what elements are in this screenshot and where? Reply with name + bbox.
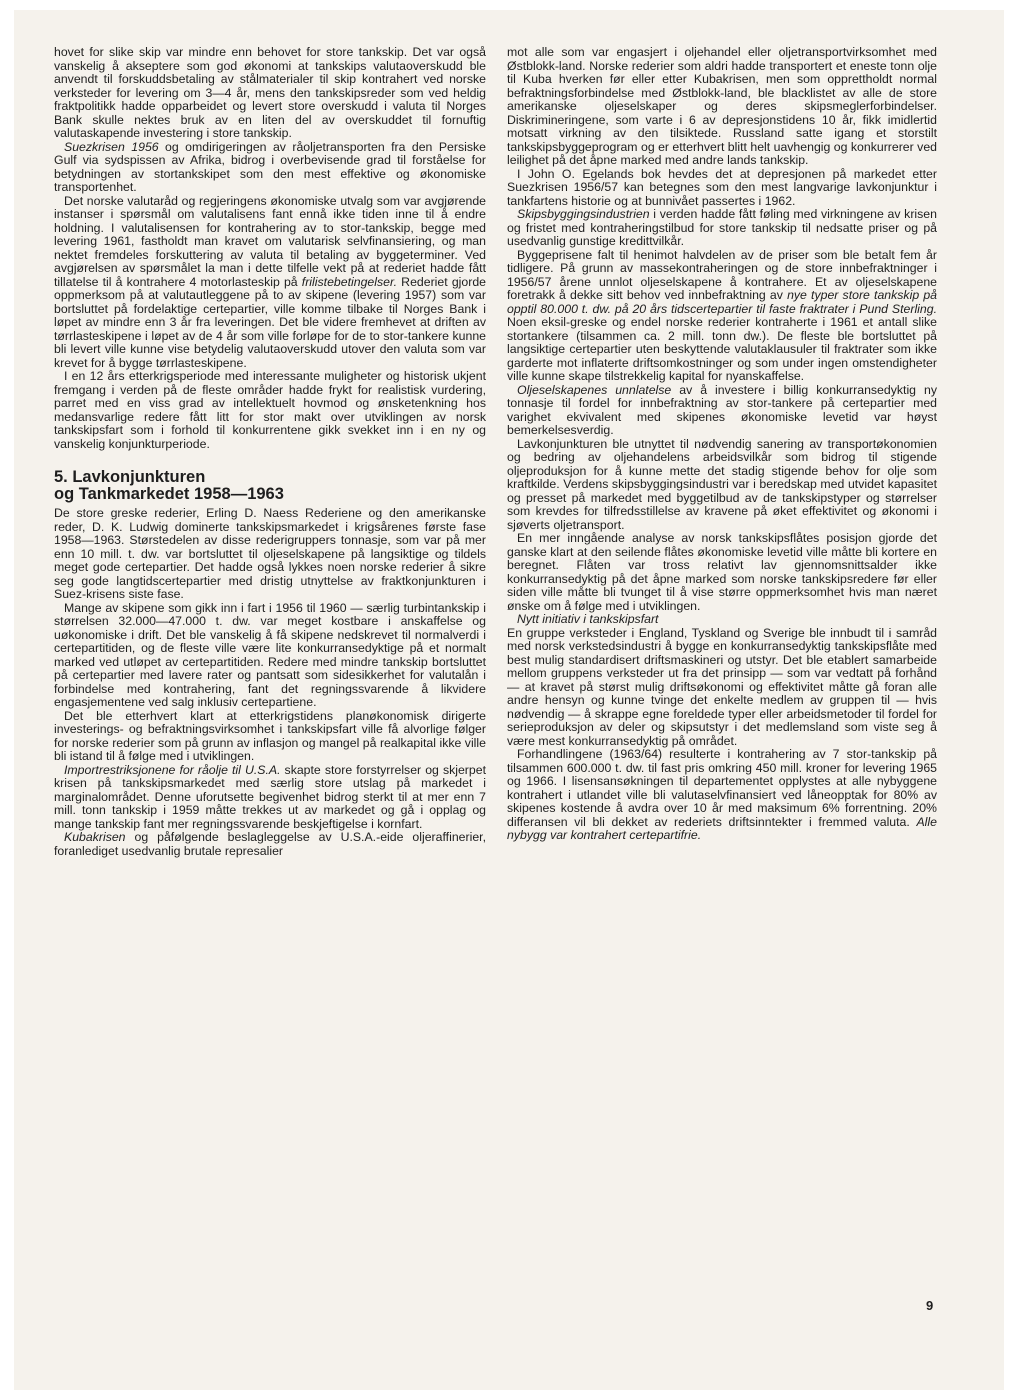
paragraph: Det norske valutaråd og regjeringens økonomiske utvalg som var avgjørende instanser i spørsmål om valutalisens fant ennå ikke tiden inne til å endre holdning. I valutalisensen for kontrahering av to stor-tankskip, begge med levering 1961, fastholdt man kravet om valutarisk selvfinansiering, og man nektet fremdeles forskuttering av valuta til betaling av byggeterminer. Ved avgjørelsen av spørsmålet la man i dette tilfelle vekt på at rederiet hadde fått tillatelse til å kontrahere 4 motorlasteskip på frilistebetingelser. Rederiet gjorde oppmerksom på at valutautleggene på to av skipene (levering 1957) som var bortsluttet på fordelaktige certepartier, ville komme tilbake til Norges Bank i løpet av mindre enn 3 år fra leveringen. Det ble videre fremhevet at driften av tørrlasteskipene i løpet av de 4 år som ville forløpe for de to stor-tankere kunne bli levert ville kunne vise betydelig valutaoverskudd utover den valuta som var krevet for å bygge tørrlasteskipene. <box>54 193 486 370</box>
paragraph: Lavkonjunkturen ble utnyttet til nødvendig sanering av transportøkonomien og bedring av oljehandelens arbeidsvilkår som bidrog til stigende oljeproduksjon for å kunne mette det stadig stigende behov for olje som kraftkilde. Verdens skipsbyggingsindustri var i beredskap med utvidet kapasitet og presset på markedet med byggetilbud av de tankskipstyper og størrelser som krevdes for tilfredsstillelse av kravene på øket effektivitet og økonomi i sjøverts oljetransport. <box>507 436 937 532</box>
italic-phrase: frilistebetingelser. <box>301 274 398 289</box>
paragraph: Det ble etterhvert klart at etterkrigstidens planøkonomisk dirigerte investerings- og befraktningsvirksomhet i tankskipsfart ville få alvorlige følger for norske rederier som på grunn av inflasjon og mangel på realkapital ikke ville bli istand til å følge med i utviklingen. <box>54 708 486 763</box>
paragraph: Suezkrisen 1956 og omdirigeringen av råoljetransporten fra den Persiske Gulf via sydspissen av Afrika, bidrog i overbevisende grad til forståelse for betydningen av stortankskipet som den mest effektive og økonomiske transportenhet. <box>54 139 486 194</box>
paragraph: De store greske rederier, Erling D. Naess Rederiene og den amerikanske reder, D. K. Ludwig dominerte tankskipsmarkedet i krigsårenes første fase 1958—1963. Størstedelen av disse rederigruppers tonnasje, som var på mer enn 10 mill. t. dw. var bortsluttet til oljeselskapene på langsiktige og tildels meget gode certepartier. Det hadde også lykkes noen norske rederier å sikre seg gode langtidscertepartier med dristig utnyttelse av fraktkonjunkturen i Suez-krisens siste fase. <box>54 506 486 601</box>
paragraph: Forhandlingene (1963/64) resulterte i kontrahering av 7 stor-tankskip på tilsammen 600.000 t. dw. til fast pris omkring 450 mill. kroner for levering 1965 og 1966. I lisensansøkningen til departementet opplystes at alle nybyggene kontrahert i utlandet ville bli valutaselvfinansiert ved låneopptak for 80% av skipenes kostende å avdra over 10 år med maksimum 6% forrentning. 20% differansen vil bli dekket av rederiets driftsinntekter i fremmed valuta. Alle nybygg var kontrahert certepartifrie. <box>507 747 937 842</box>
italic-phrase: nye typer store tankskip på opptil 80.000 t. dw. på 20 års tidscertepartier til faste fraktrater i Pund Sterling. <box>507 288 937 316</box>
italic-phrase: Alle nybygg var kontrahert certepartifrie. <box>507 814 937 842</box>
italic-phrase: Skipsbyggingsindustrien <box>517 207 650 221</box>
paragraph: Importrestriksjonene for råolje til U.S.A. skapte store forstyrrelser og skjerpet krisen på tankskipsmarkedet med særlig store utslag på markedet i marginalområdet. Denne uforutsette begivenhet bidrog sterkt til at mer enn 7 mill. tonn tankskip i 1959 måtte trekkes ut av markedet og gå i opplag og mange tankskip fant mer regningssvarende beskjeftigelse i kornfart. <box>54 762 486 831</box>
paragraph: Oljeselskapenes unnlatelse av å investere i billig konkurransedyktig ny tonnasje til fordel for innbefraktning av stor-tankere på certepartier med varighet ekvivalent med skipenes økonomiske levetid var høyst bemerkelsesverdig. <box>507 382 937 437</box>
paragraph: mot alle som var engasjert i oljehandel eller oljetransportvirksomhet med Østblokk-land. Norske rederier som aldri hadde transportert et eneste tonn olje til Kuba hverken før eller etter Kubakrisen, men som opprettholdt normal befraktningsforbindelse med Østblokk-land, ble blacklistet av alle de store amerikanske oljeselskaper og deres skipsmeglerforbindelser. Diskrimineringene, som varte i 6 av depresjonstidens 10 år, fikk imidlertid motsatt virkning av den tilsiktede. Russland satte igang et storstilt tankskipsbyggeprogram og er etterhvert blitt helt uavhengig og konkurrerer ved leilighet på det åpne marked med andre lands tankskip. <box>507 45 937 167</box>
page-number: 9 <box>926 1298 934 1313</box>
paragraph: Mange av skipene som gikk inn i fart i 1956 til 1960 — særlig turbintankskip i størrelsen 32.000—47.000 t. dw. var meget kostbare i anskaffelse og uøkonomiske i drift. Det ble vanskelig å få skipene nedskrevet til normalverdi i certepartitiden, og de fleste ville være lite konkurransedyktige på et normalt marked ved utløpet av certepartitiden. Redere med mindre tankskip bortsluttet på certepartier med lavere rater og pantsatt som sidesikkerhet for valutalån i forbindelse med kontrahering, fant det regningssvarende å likvidere engasjementene ved salg inklusiv certepartiene. <box>54 600 486 709</box>
section-heading: 5. Lavkonjunkturen og Tankmarkedet 1958—1963 <box>54 468 284 503</box>
italic-phrase: Importrestriksjonene for råolje til U.S.A. <box>64 762 281 777</box>
italic-phrase: Suezkrisen 1956 <box>64 139 159 154</box>
document-page <box>14 10 1004 1390</box>
paragraph: En gruppe verksteder i England, Tyskland og Sverige ble innbudt til i samråd med norsk verkstedsindustri å bygge en konkurransedyktig tankskipsflåte med best mulig standardisert driftsmaskineri og utstyr. Det ble etablert samarbeide mellom gruppens verksteder ut fra det prinsipp — som var vedtatt på forhånd — at kravet på størst mulig driftsøkonomi og effektivitet måtte gå foran alle andre hensyn og kunne tvinge det enkelte medlem av gruppen til — hvis nødvendig — å skrappe egne foreldede typer eller arbeidsmetoder til fordel for serieproduksjon av deler og skipsutstyr i det medlemsland som viste seg å være mest konkurransedyktig på området. <box>507 625 937 748</box>
paragraph: En mer inngående analyse av norsk tankskipsflåtes posisjon gjorde det ganske klart at den seilende flåtes økonomiske levetid ville måtte bli kortere en beregnet. Flåten var tross relativt lav gjennomsnittsalder ikke konkurransedyktig på det åpne marked som norske tankskipsredere før eller siden ville måtte bli tvunget til å vise større oppmerksomhet hvis man næret ønske om å følge med i utviklingen. <box>507 531 937 613</box>
paragraph: I John O. Egelands bok hevdes det at depresjonen på markedet etter Suezkrisen 1956/57 kan betegnes som den mest langvarige lavkonjunktur i tankfartens historie og at bunnivået passertes i 1962. <box>507 166 937 208</box>
paragraph: Kubakrisen og påfølgende beslagleggelse av U.S.A.-eide oljeraffinerier, foranlediget usedvanlig brutale represalier <box>54 830 486 858</box>
right-column <box>507 46 937 843</box>
paragraph: Byggeprisene falt til henimot halvdelen av de priser som ble betalt fem år tidligere. På grunn av massekontraheringen og de store innbefraktninger i 1956/57 årene unnlot oljeselskapene å kontrahere. Et av oljeselskapene foretrakk å dekke sitt behov ved innbefraktning av nye typer store tankskip på opptil 80.000 t. dw. på 20 års tidscertepartier til faste fraktrater i Pund Sterling. Noen eksil-greske og endel norske rederier kontraherte i 1961 et antall slike stortankere (tilsammen ca. 2 mill. tonn dw.). De fleste ble bortsluttet på langsiktige certepartier uten beskyttende valutaklausuler til fraktrater som ikke garderte mot inflaterte driftsomkostninger og som under ingen omstendigheter ville kunne skape tilstrekkelig kapital for nyanskaffelse. <box>507 247 937 383</box>
paragraph: I en 12 års etterkrigsperiode med interessante muligheter og historisk ukjent fremgang i verden på de fleste områder hadde frykt for realistisk vurdering, parret med en viss grad av intellektuelt hovmod og ønsketenkning hos medansvarlige redere fått litt for stor makt over utviklingen av norsk tankskipsfart som i forhold til konkurrentene gikk svekket inn i en ny og vanskelig konjunkturperiode. <box>54 369 486 451</box>
paragraph: hovet for slike skip var mindre enn behovet for store tankskip. Det var også vanskelig å akseptere som god økonomi at tankskips valutaoverskudd ble anvendt til forskuddsbetaling av stålmaterialer til skip kontrahert ved norske verksteder for levering om 3—4 år, mens den tankskipsreder som ved heldig fraktpolitikk hadde opparbeidet og levert store overskudd i valuta til Norges Bank skulle nektes bruk av en liten del av overskuddet til fornuftig valutaskapende investering i store tankskip. <box>54 45 486 140</box>
italic-phrase: Oljeselskapenes unnlatelse <box>517 382 672 397</box>
italic-phrase: Kubakrisen <box>64 830 126 844</box>
subheading: Nytt initiativ i tankskipsfart <box>517 612 659 626</box>
left-column <box>54 46 486 858</box>
paragraph: Skipsbyggingsindustrien i verden hadde fått føling med virkningene av krisen og fristet med kontraheringstilbud for store tankskip til nedsatte priser og på usedvanlig gunstige kredittvilkår. <box>507 207 937 248</box>
